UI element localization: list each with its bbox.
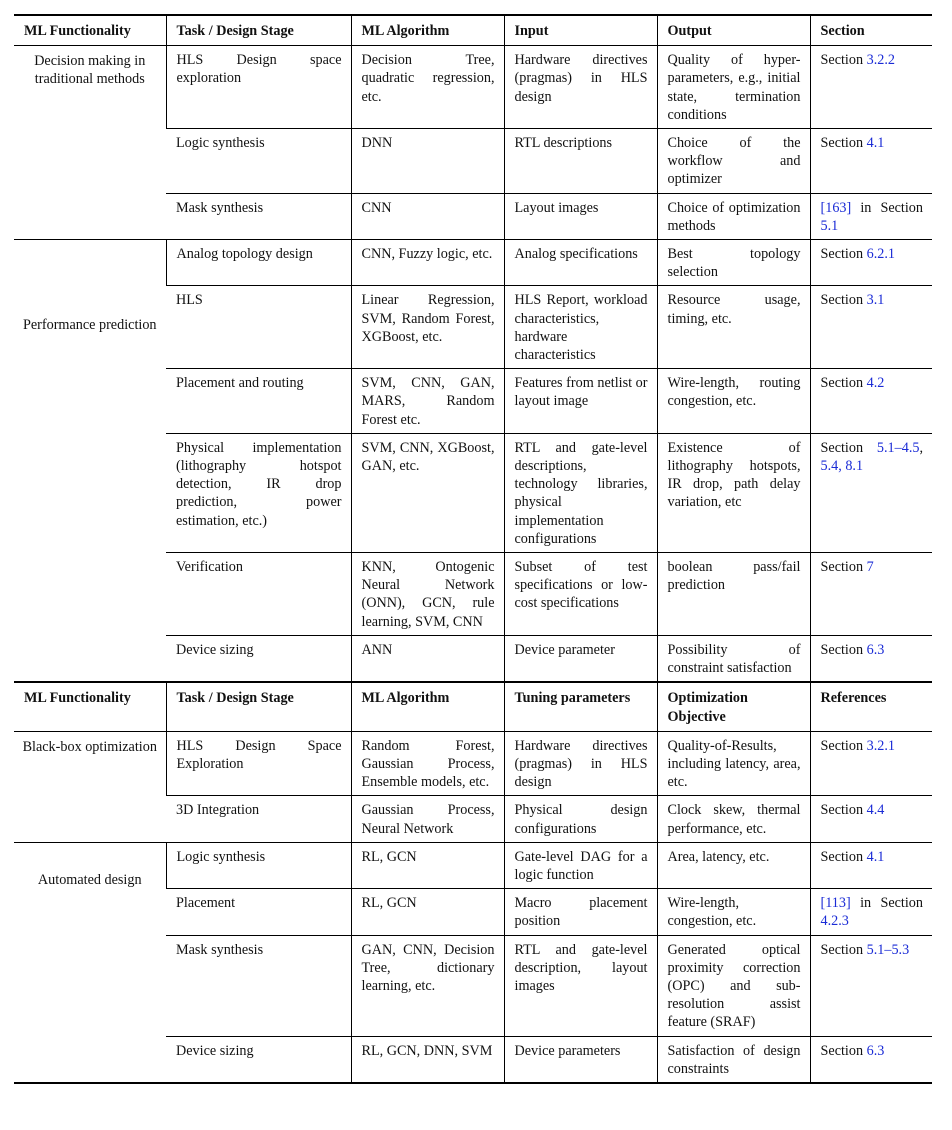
cell-task: Mask synthesis xyxy=(166,935,351,1036)
cell-task: Mask synthesis xyxy=(166,193,351,239)
cell-output: Existence of lithography hotspots, IR drop, path delay variation, etc xyxy=(657,433,810,552)
cell-algorithm: CNN xyxy=(351,193,504,239)
cell-task: HLS Design Space Exploration xyxy=(166,731,351,796)
cell-input: Physical design configurations xyxy=(504,796,657,842)
cell-output: Wire-length, congestion, etc. xyxy=(657,889,810,935)
cell-task: 3D Integration xyxy=(166,796,351,842)
table-row xyxy=(14,46,932,129)
cell-output: Generated optical proximity correction (OPC) and sub-resolution assist feature (SRAF) xyxy=(657,935,810,1036)
section-text: Section xyxy=(820,848,867,865)
section-text: in Section xyxy=(851,199,923,216)
cell-output: Wire-length, routing congestion, etc. xyxy=(657,369,810,434)
cell-input: RTL and gate-level descriptions, technology libraries, physical implementation configurations xyxy=(504,433,657,552)
header-references: References xyxy=(810,682,932,731)
table-header-row-2 xyxy=(14,682,932,731)
cell-input: Device parameter xyxy=(504,635,657,682)
section-link[interactable]: 5.1 xyxy=(820,217,839,234)
cell-input: Layout images xyxy=(504,193,657,239)
cell-algorithm: Decision Tree, quadratic regression, etc. xyxy=(351,46,504,129)
section-link[interactable]: 3.2.2 xyxy=(866,52,895,69)
ml-eda-table xyxy=(14,14,932,1084)
cell-output: Clock skew, thermal performance, etc. xyxy=(657,796,810,842)
cell-section xyxy=(810,286,932,369)
section-link[interactable]: 3.1 xyxy=(866,292,885,309)
section-text: Section xyxy=(820,52,867,69)
cell-algorithm: RL, GCN xyxy=(351,842,504,888)
cell-task: Device sizing xyxy=(166,635,351,682)
cell-algorithm: RL, GCN xyxy=(351,889,504,935)
cell-section xyxy=(810,889,932,935)
cell-input: Analog specifications xyxy=(504,240,657,286)
cell-algorithm: Gaussian Process, Neural Network xyxy=(351,796,504,842)
cell-output: Quality-of-Results, including latency, area, etc. xyxy=(657,731,810,796)
cell-section xyxy=(810,553,932,636)
cell-section xyxy=(810,193,932,239)
cell-output: Area, latency, etc. xyxy=(657,842,810,888)
cell-section xyxy=(810,240,932,286)
header-ml-functionality: ML Functionality xyxy=(14,15,166,46)
section-link[interactable]: 4.1 xyxy=(866,848,885,865)
cell-algorithm: RL, GCN, DNN, SVM xyxy=(351,1036,504,1083)
group-black-box-optimization: Black-box optimization xyxy=(14,731,166,842)
cell-task: HLS Design space exploration xyxy=(166,46,351,129)
cell-algorithm: Linear Regression, SVM, Random Forest, XGBoost, etc. xyxy=(351,286,504,369)
section-text: Section xyxy=(820,292,867,309)
cell-section xyxy=(810,369,932,434)
group-performance-prediction: Performance prediction xyxy=(14,240,166,683)
section-link[interactable]: 4.1 xyxy=(866,135,885,152)
section-text: Section xyxy=(820,246,867,263)
cell-input: Device parameters xyxy=(504,1036,657,1083)
cell-algorithm: SVM, CNN, XGBoost, GAN, etc. xyxy=(351,433,504,552)
cell-input: HLS Report, workload characteristics, hardware characteristics xyxy=(504,286,657,369)
table-row xyxy=(14,240,932,286)
cell-output: Choice of the workflow and optimizer xyxy=(657,129,810,194)
section-text: , xyxy=(919,439,923,456)
cell-output: boolean pass/fail prediction xyxy=(657,553,810,636)
cell-section xyxy=(810,731,932,796)
cell-input: RTL descriptions xyxy=(504,129,657,194)
cell-section xyxy=(810,433,932,552)
section-link[interactable]: 5.1–5.3 xyxy=(866,941,910,958)
cell-task: Device sizing xyxy=(166,1036,351,1083)
header-ml-algorithm: ML Algorithm xyxy=(351,15,504,46)
section-link[interactable]: 7 xyxy=(866,559,874,576)
cell-algorithm: KNN, Ontogenic Neural Network (ONN), GCN, rule learning, SVM, CNN xyxy=(351,553,504,636)
cell-task: Logic synthesis xyxy=(166,842,351,888)
cell-output: Best topology selection xyxy=(657,240,810,286)
section-text: Section xyxy=(820,941,867,958)
section-link[interactable]: 4.4 xyxy=(866,802,885,819)
cell-algorithm: SVM, CNN, GAN, MARS, Random Forest etc. xyxy=(351,369,504,434)
section-text: in Section xyxy=(850,895,923,912)
cell-section xyxy=(810,46,932,129)
cell-algorithm: GAN, CNN, Decision Tree, dictionary learning, etc. xyxy=(351,935,504,1036)
cell-input: Gate-level DAG for a logic function xyxy=(504,842,657,888)
cell-algorithm: ANN xyxy=(351,635,504,682)
section-link[interactable]: 4.2.3 xyxy=(820,913,849,930)
header-ml-functionality: ML Functionality xyxy=(14,682,166,731)
section-text: Section xyxy=(820,135,867,152)
section-link[interactable]: 5.4, 8.1 xyxy=(820,458,864,475)
cell-algorithm: Random Forest, Gaussian Process, Ensemble models, etc. xyxy=(351,731,504,796)
table-body xyxy=(14,15,932,1083)
header-tuning-parameters: Tuning parameters xyxy=(504,682,657,731)
section-link[interactable]: [113] xyxy=(820,895,851,912)
cell-input: Features from netlist or layout image xyxy=(504,369,657,434)
section-text: Section xyxy=(820,1042,867,1059)
header-input: Input xyxy=(504,15,657,46)
cell-section xyxy=(810,129,932,194)
cell-section xyxy=(810,1036,932,1083)
section-link[interactable]: 3.2.1 xyxy=(866,737,895,754)
cell-section xyxy=(810,842,932,888)
cell-output: Satisfaction of design constraints xyxy=(657,1036,810,1083)
section-text: Section xyxy=(820,439,877,456)
table-header-row xyxy=(14,15,932,46)
cell-section xyxy=(810,796,932,842)
cell-task: Placement and routing xyxy=(166,369,351,434)
cell-task: Verification xyxy=(166,553,351,636)
cell-output: Quality of hyper-parameters, e.g., initial state, termination conditions xyxy=(657,46,810,129)
section-link[interactable]: 6.2.1 xyxy=(866,246,895,263)
table-row xyxy=(14,842,932,888)
cell-output: Resource usage, timing, etc. xyxy=(657,286,810,369)
section-link[interactable]: 4.2 xyxy=(866,375,885,392)
section-text: Section xyxy=(820,559,867,576)
header-optimization-objective: Optimization Objective xyxy=(657,682,810,731)
cell-input: Hardware directives (pragmas) in HLS design xyxy=(504,46,657,129)
section-text: Section xyxy=(820,375,867,392)
cell-task: Placement xyxy=(166,889,351,935)
section-text: Section xyxy=(820,802,867,819)
header-task: Task / Design Stage xyxy=(166,682,351,731)
header-output: Output xyxy=(657,15,810,46)
section-link[interactable]: 6.3 xyxy=(866,641,885,658)
header-ml-algorithm: ML Algorithm xyxy=(351,682,504,731)
cell-input: Macro placement position xyxy=(504,889,657,935)
cell-section xyxy=(810,635,932,682)
cell-input: Subset of test specifications or low-cost specifications xyxy=(504,553,657,636)
cell-algorithm: CNN, Fuzzy logic, etc. xyxy=(351,240,504,286)
cell-section xyxy=(810,935,932,1036)
header-section: Section xyxy=(810,15,932,46)
ml-eda-table-container xyxy=(14,14,932,1084)
section-link[interactable]: [163] xyxy=(820,199,852,216)
cell-output: Possibility of constraint satisfaction xyxy=(657,635,810,682)
section-link[interactable]: 6.3 xyxy=(866,1042,885,1059)
group-decision-making: Decision making in traditional methods xyxy=(14,46,166,240)
table-row xyxy=(14,731,932,796)
section-link[interactable]: 5.1–4.5 xyxy=(876,439,920,456)
cell-task: HLS xyxy=(166,286,351,369)
cell-task: Analog topology design xyxy=(166,240,351,286)
cell-task: Logic synthesis xyxy=(166,129,351,194)
section-text: Section xyxy=(820,641,867,658)
cell-algorithm: DNN xyxy=(351,129,504,194)
group-automated-design: Automated design xyxy=(14,842,166,1083)
cell-task: Physical implementation (lithography hotspot detection, IR drop prediction, power estimation, etc.) xyxy=(166,433,351,552)
cell-input: Hardware directives (pragmas) in HLS design xyxy=(504,731,657,796)
header-task: Task / Design Stage xyxy=(166,15,351,46)
cell-input: RTL and gate-level description, layout images xyxy=(504,935,657,1036)
cell-output: Choice of optimization methods xyxy=(657,193,810,239)
section-text: Section xyxy=(820,737,867,754)
